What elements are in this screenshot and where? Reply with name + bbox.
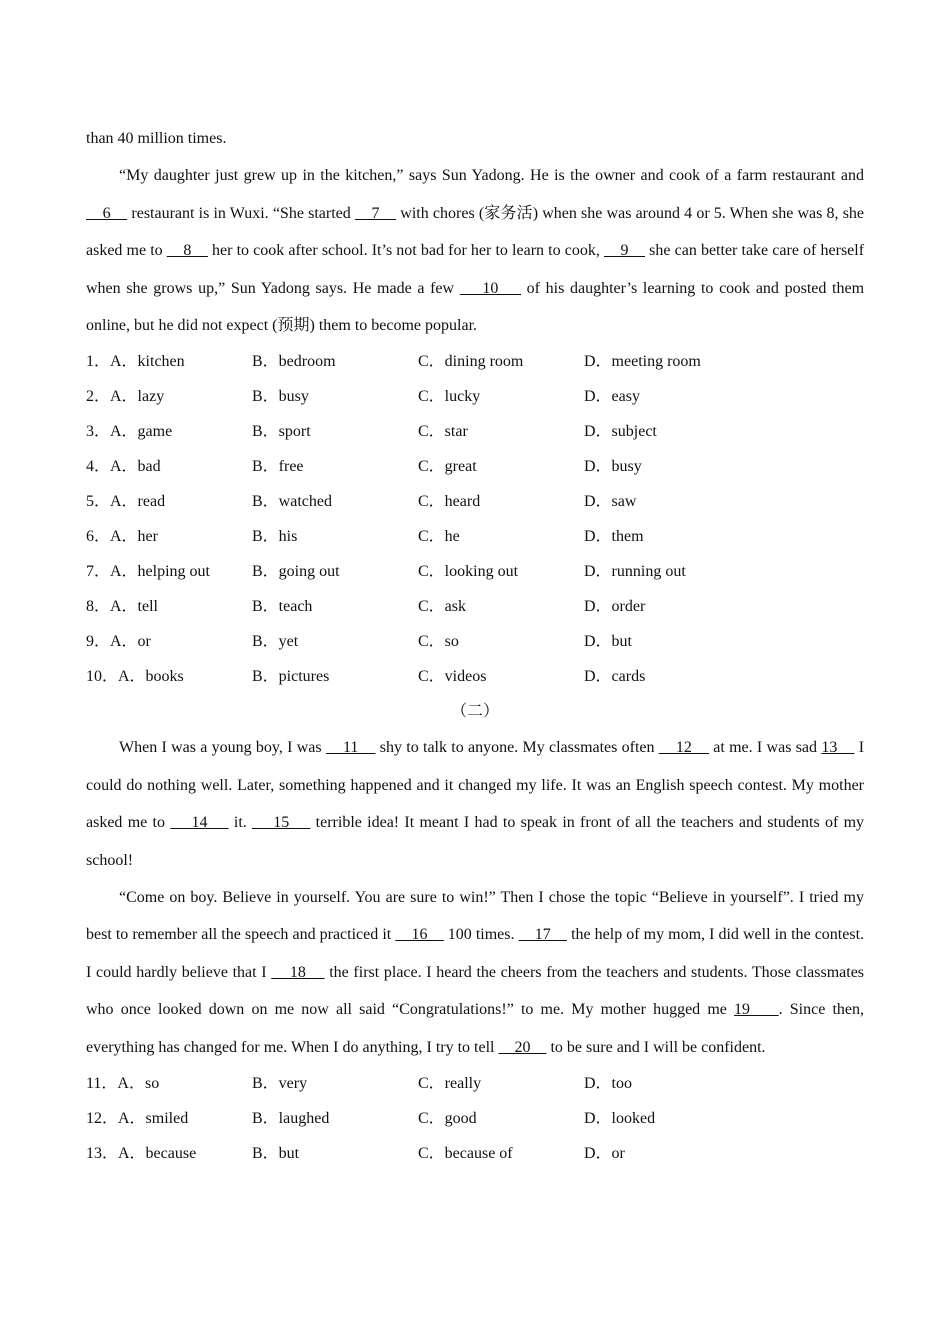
answer-blank: 17: [518, 926, 568, 944]
option-c: C．so: [418, 633, 459, 651]
answer-blank: 10: [459, 279, 522, 297]
option-d: D．or: [584, 1145, 625, 1163]
passage-text: terrible idea! It meant I had to speak in front of all the teachers and students of my school!: [86, 814, 865, 869]
option-c: C．because of: [418, 1145, 513, 1163]
option-b: B．laughed: [252, 1110, 330, 1128]
option-c: C．videos: [418, 668, 487, 686]
question-row: [86, 379, 864, 414]
question-row: [86, 344, 864, 379]
option-c: C．really: [418, 1075, 482, 1093]
answer-blank: 6: [86, 204, 128, 222]
question-row: [86, 1066, 864, 1101]
passage-text: of his daughter’s learning to cook and posted them online, but he did not expect (预期) them to become popular.: [86, 279, 865, 335]
question-row: [86, 484, 864, 519]
option-b: B．very: [252, 1075, 308, 1093]
answer-blank: 9: [603, 242, 646, 260]
passage-text: “My daughter just grew up in the kitchen,” says Sun Yadong. He is the owner and cook of a farm restaurant and: [119, 167, 864, 185]
option-d: D．easy: [584, 388, 640, 406]
question-row: [86, 589, 864, 624]
option-a: 12．A．smiled: [86, 1110, 189, 1128]
option-d: D．running out: [584, 563, 686, 581]
question-list-2: [86, 1066, 864, 1171]
option-a: 4．A．bad: [86, 458, 161, 476]
question-row: [86, 414, 864, 449]
passage-text: her to cook after school. It’s not bad for her to learn to cook,: [207, 242, 604, 260]
option-d: D．them: [584, 528, 644, 546]
passage-text: to be sure and I will be confident.: [546, 1038, 766, 1056]
answer-blank: 16: [395, 926, 444, 944]
passage-text: at me. I was sad: [709, 739, 822, 757]
answer-blank: 18: [271, 963, 325, 981]
option-a: 10．A．books: [86, 668, 184, 686]
passage-text: . Since then, everything has changed for me. When I do anything, I try to tell: [86, 1001, 865, 1056]
question-row: [86, 1101, 864, 1136]
option-d: D．meeting room: [584, 353, 701, 371]
option-d: D．saw: [584, 493, 637, 511]
passage-text: she can better take care of herself when she grows up,” Sun Yadong says. He made a few: [86, 242, 865, 297]
passage-text: it.: [228, 814, 253, 832]
option-b: B．his: [252, 528, 298, 546]
question-row: [86, 449, 864, 484]
answer-blank: 19: [734, 1001, 779, 1019]
option-a: 1．A．kitchen: [86, 353, 185, 371]
option-b: B．pictures: [252, 668, 330, 686]
passage-text: the help of my mom, I did well in the contest. I could hardly believe that I: [86, 926, 865, 981]
answer-blank: 14: [170, 814, 229, 832]
option-a: 2．A．lazy: [86, 388, 165, 406]
option-b: B．yet: [252, 633, 299, 651]
option-b: B．bedroom: [252, 353, 336, 371]
option-c: C．looking out: [418, 563, 519, 581]
passage-text: 100 times.: [443, 926, 519, 944]
option-a: 13．A．because: [86, 1145, 197, 1163]
passage2-paragraph-2: [86, 879, 864, 1066]
option-c: C．dining room: [418, 353, 524, 371]
passage-text: I could do nothing well. Later, something happened and it changed my life. It was an English speech contest. My mother asked me to: [86, 739, 865, 832]
passage-text: the first place. I heard the cheers from the teachers and students. Those classmates who once looked down on me now all said “Congratulations!” to me. My mother hugged me: [86, 963, 865, 1019]
answer-blank: 8: [166, 242, 208, 260]
option-a: 3．A．game: [86, 423, 173, 441]
option-d: D．busy: [584, 458, 642, 476]
option-d: D．looked: [584, 1110, 656, 1128]
option-a: 7．A．helping out: [86, 563, 210, 581]
section-title: （二）: [450, 703, 499, 721]
answer-blank: 7: [354, 204, 397, 222]
option-d: D．too: [584, 1075, 633, 1093]
document-page: [86, 120, 864, 1171]
passage-text: with chores (家务活) when she was around 4 or 5. When she was 8, she asked me to: [86, 204, 865, 260]
passage-text: restaurant is in Wuxi. “She started: [127, 204, 355, 222]
question-row: [86, 1136, 864, 1171]
option-c: C．lucky: [418, 388, 481, 406]
answer-blank: 12: [658, 739, 710, 757]
passage-text: “Come on boy. Believe in yourself. You are sure to win!” Then I chose the topic “Believe in yourself”. I tried my best to remember all the speech and practiced it: [86, 889, 864, 944]
option-c: C．good: [418, 1110, 477, 1128]
question-row: [86, 624, 864, 659]
passage1-intro-tail: than 40 million times.: [86, 130, 227, 147]
answer-blank: 20: [498, 1038, 547, 1056]
option-c: C．he: [418, 528, 460, 546]
answer-blank: 13: [821, 739, 855, 757]
option-c: C．great: [418, 458, 477, 476]
option-a: 11．A．so: [86, 1075, 160, 1093]
option-b: B．busy: [252, 388, 309, 406]
passage-text: shy to talk to anyone. My classmates often: [375, 739, 659, 757]
option-d: D．cards: [584, 668, 646, 686]
option-b: B．but: [252, 1145, 300, 1163]
option-b: B．teach: [252, 598, 313, 616]
question-row: [86, 519, 864, 554]
option-a: 6．A．her: [86, 528, 158, 546]
option-d: D．subject: [584, 423, 657, 441]
question-row: [86, 554, 864, 589]
option-d: D．but: [584, 633, 633, 651]
passage-text: When I was a young boy, I was: [119, 739, 326, 757]
passage1-paragraph: [86, 157, 864, 344]
option-c: C．heard: [418, 493, 481, 511]
option-c: C．ask: [418, 598, 467, 616]
option-b: B．sport: [252, 423, 311, 441]
option-a: 9．A．or: [86, 633, 151, 651]
option-b: B．free: [252, 458, 304, 476]
question-row: [86, 659, 864, 694]
answer-blank: 15: [252, 814, 311, 832]
answer-blank: 11: [325, 739, 376, 757]
option-a: 5．A．read: [86, 493, 166, 511]
option-b: B．going out: [252, 563, 340, 581]
option-c: C．star: [418, 423, 468, 441]
option-a: 8．A．tell: [86, 598, 158, 616]
question-list-1: [86, 344, 864, 694]
option-d: D．order: [584, 598, 646, 616]
passage2-paragraph-1: [86, 729, 864, 879]
option-b: B．watched: [252, 493, 332, 511]
